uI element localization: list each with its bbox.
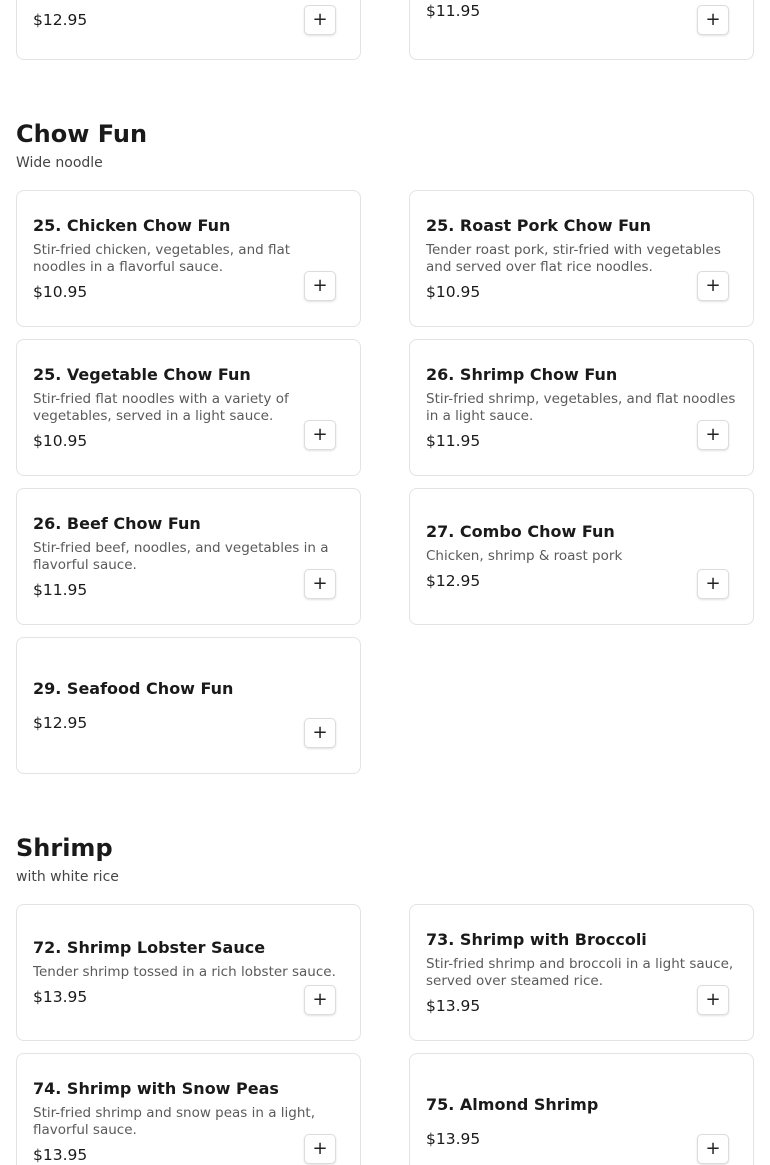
add-item-button[interactable] <box>697 271 729 301</box>
menu-item-card[interactable] <box>409 339 754 476</box>
section-subtitle: with white rice <box>16 869 119 885</box>
menu-item-card[interactable] <box>16 637 361 774</box>
section-title: Chow Fun <box>16 120 148 148</box>
section-subtitle: Wide noodle <box>16 155 103 171</box>
item-description: Stir-fried shrimp and snow peas in a light, flavorful sauce. <box>33 1104 316 1138</box>
menu-item-card[interactable] <box>16 1053 361 1165</box>
plus-icon: + <box>312 9 328 30</box>
plus-icon: + <box>705 9 721 30</box>
item-name: 73. Shrimp with Broccoli <box>426 929 647 949</box>
item-name: 29. Seafood Chow Fun <box>33 678 234 698</box>
plus-icon: + <box>705 573 721 594</box>
item-name: 25. Roast Pork Chow Fun <box>426 215 651 235</box>
plus-icon: + <box>312 989 328 1010</box>
section-title: Shrimp <box>16 834 113 862</box>
item-description: Tender roast pork, stir-fried with vegetables and served over flat rice noodles. <box>426 241 721 275</box>
item-description: Stir-fried beef, noodles, and vegetables in a flavorful sauce. <box>33 539 329 573</box>
add-item-button[interactable] <box>697 1134 729 1164</box>
menu-item-card[interactable] <box>16 0 361 60</box>
item-price: $11.95 <box>426 2 481 20</box>
item-description: Chicken, shrimp & roast pork <box>426 548 623 564</box>
item-price: $11.95 <box>33 580 88 599</box>
add-item-button[interactable] <box>697 420 729 450</box>
item-price: $12.95 <box>426 572 481 590</box>
item-description: Stir-fried flat noodles with a variety of vegetables, served in a light sauce. <box>33 390 289 424</box>
plus-icon: + <box>312 424 328 445</box>
menu-item-card[interactable] <box>16 190 361 327</box>
item-name: 74. Shrimp with Snow Peas <box>33 1078 279 1098</box>
plus-icon: + <box>705 424 721 445</box>
item-description: Stir-fried shrimp, vegetables, and flat noodles in a light sauce. <box>426 390 736 424</box>
menu-item-card[interactable] <box>16 339 361 476</box>
add-item-button[interactable] <box>697 985 729 1015</box>
plus-icon: + <box>312 1138 328 1159</box>
item-name: 26. Beef Chow Fun <box>33 513 201 533</box>
add-item-button[interactable] <box>304 985 336 1015</box>
item-price: $13.95 <box>33 988 88 1006</box>
plus-icon: + <box>705 1138 721 1159</box>
add-item-button[interactable] <box>304 5 336 35</box>
item-name: 75. Almond Shrimp <box>426 1094 599 1114</box>
item-price: $11.95 <box>426 431 481 450</box>
menu-item-card[interactable] <box>409 0 754 60</box>
item-price: $12.95 <box>33 11 88 29</box>
plus-icon: + <box>312 722 328 743</box>
plus-icon: + <box>705 989 721 1010</box>
item-name: 25. Vegetable Chow Fun <box>33 364 251 384</box>
add-item-button[interactable] <box>697 5 729 35</box>
item-price: $12.95 <box>33 713 88 732</box>
add-item-button[interactable] <box>304 420 336 450</box>
item-price: $13.95 <box>426 1129 481 1148</box>
menu-item-card[interactable] <box>16 488 361 625</box>
add-item-button[interactable] <box>304 569 336 599</box>
add-item-button[interactable] <box>697 569 729 599</box>
item-description: Stir-fried chicken, vegetables, and flat noodles in a flavorful sauce. <box>33 241 291 275</box>
item-price: $10.95 <box>426 282 481 301</box>
item-price: $10.95 <box>33 431 88 450</box>
menu-item-card[interactable] <box>409 1053 754 1165</box>
add-item-button[interactable] <box>304 271 336 301</box>
item-name: 26. Shrimp Chow Fun <box>426 364 618 384</box>
item-name: 72. Shrimp Lobster Sauce <box>33 938 266 957</box>
item-description: Tender shrimp tossed in a rich lobster sauce. <box>33 964 336 980</box>
item-name: 25. Chicken Chow Fun <box>33 215 231 235</box>
item-price: $10.95 <box>33 282 88 301</box>
plus-icon: + <box>312 573 328 594</box>
menu-item-card[interactable] <box>409 904 754 1041</box>
item-price: $13.95 <box>33 1145 88 1164</box>
plus-icon: + <box>705 275 721 296</box>
menu-item-card[interactable] <box>409 190 754 327</box>
add-item-button[interactable] <box>304 1134 336 1164</box>
item-name: 27. Combo Chow Fun <box>426 522 615 541</box>
item-price: $13.95 <box>426 996 481 1015</box>
menu-item-card[interactable] <box>409 488 754 625</box>
item-description: Stir-fried shrimp and broccoli in a light sauce, served over steamed rice. <box>426 955 734 989</box>
menu-item-card[interactable] <box>16 904 361 1041</box>
plus-icon: + <box>312 275 328 296</box>
add-item-button[interactable] <box>304 718 336 748</box>
